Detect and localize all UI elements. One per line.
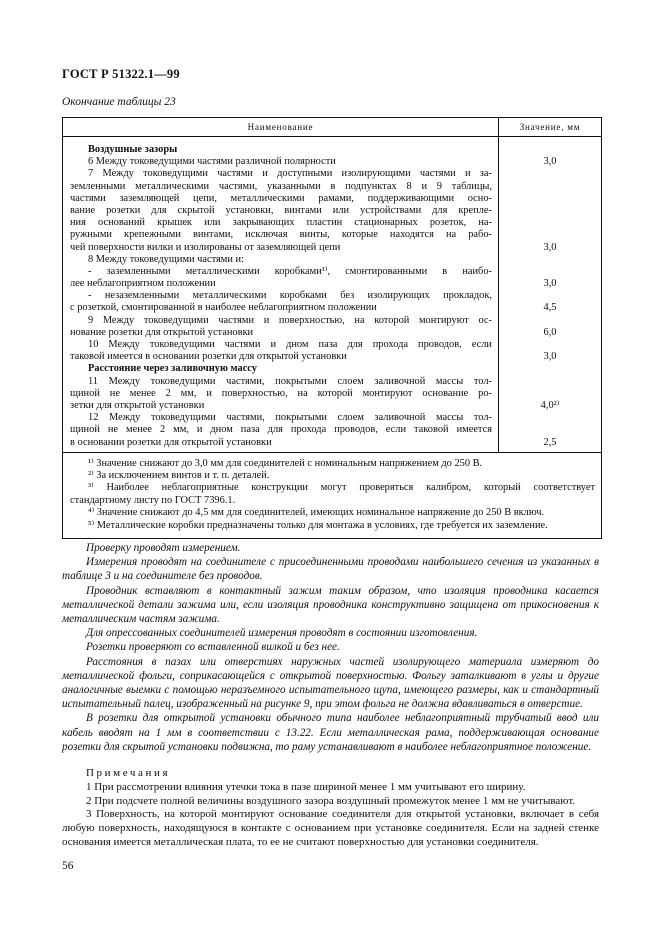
value-line (499, 290, 601, 302)
page-number: 56 (62, 860, 74, 872)
table-footnote: стандартному листу по ГОСТ 7396.1. (70, 494, 236, 506)
name-line: 12 Между токоведущими частями, покрытыми слоем заливочной массы тол- (88, 412, 492, 424)
body-paragraph: Розетки проверяют со вставленной вилкой и без нее. (86, 641, 340, 654)
value-line (499, 254, 601, 266)
value-line: 3,0 (543, 156, 557, 168)
body-paragraph: В розетки для открытой установки обычного типа наиболее неблагоприятный трубчатый ввод или кабель вводят на 1 мм в соответствии с 13.22. Если металлическая рама, поддерживающая основание розетки для скрытой установки подвижна, то раму устанавливают в наиболее неблагоприятное положение. (62, 712, 599, 753)
name-line: в основании розетки для открытой установки (70, 436, 272, 448)
value-line (499, 229, 601, 241)
table-footnote: ³⁾ Наиболее неблагоприятные конструкции могут проверяться калибром, который соответствует (88, 482, 595, 494)
name-line: ружными крепежными винтами, исключая винты, которые находятся на рабо- (70, 229, 492, 241)
name-line: земленными металлическими частями, указанными в подпунктах 8 и 9 таблицы, (70, 180, 492, 192)
value-line: 6,0 (543, 326, 557, 338)
name-line: 11 Между токоведущими частями, покрытыми слоем заливочной массы тол- (88, 375, 492, 387)
body-paragraph: Измерения проводят на соединителе с присоединенными проводами наибольшего сечения из указанных в таблице 3 и на соединителе без проводов. (62, 556, 599, 583)
value-line: 4,0²⁾ (540, 399, 560, 411)
table-footnote: ¹⁾ Значение снижают до 3,0 мм для соединителей с номинальным напряжением до 250 В. (88, 457, 483, 469)
body-paragraph: Проверку проводят измерением. (86, 542, 241, 554)
note-item: 2 При подсчете полной величины воздушного зазора воздушный промежуток менее 1 мм не учитывают. (86, 794, 576, 807)
value-lines (499, 137, 601, 452)
value-line: 3,0 (543, 241, 557, 253)
table-footnote: ⁵⁾ Металлические коробки предназначены только для монтажа в условиях, где требуется их заземление. (88, 519, 548, 531)
value-line (499, 339, 601, 351)
name-line: 7 Между токоведущими частями и доступными изолирующими частями и за- (88, 168, 492, 180)
table-footnotes (63, 453, 601, 538)
body-paragraph: Проводник вставляют в контактный зажим таким образом, что изоляция проводника касается металлической детали зажима или, если изоляция проводника конструктивно защищена от прикосновения к металлическим частям зажима. (62, 584, 599, 626)
name-line: - заземленными металлическими коробками¹⁾, смонтированными в наибо- (88, 265, 492, 277)
name-lines (63, 137, 498, 452)
value-line (499, 315, 601, 327)
name-cell (63, 137, 499, 453)
footnotes-cell (63, 452, 602, 538)
name-line: с розеткой, смонтированной в наиболее неблагоприятном положении (70, 302, 377, 314)
notes-items (62, 781, 599, 850)
value-line: 3,0 (543, 351, 557, 363)
value-line: 3,0 (543, 278, 557, 290)
name-line: щиной не менее 2 мм, и поверхностью, на которой монтируют основание ро- (70, 387, 492, 399)
note-item: 3 Поверхность, на которой монтируют основание соединителя для открытой установки, включает в себя любую поверхность, находящуюся в контакте с основанием при установке соединителя. Если на задней стенке основания имеется металлическая плата, то ее не считают поверхностью для установки соединителя. (62, 808, 599, 848)
name-line: нование розетки для открытой установки (70, 326, 254, 338)
value-line (499, 424, 601, 436)
name-line: Расстояние через заливочную массу (88, 363, 257, 375)
name-line: - незаземленными металлическими коробками без изолирующих прокладок, (88, 290, 492, 302)
name-line: вание розетки для скрытой установки, винтами или устройствами для крепле- (70, 204, 492, 216)
standard-header: ГОСТ Р 51322.1—99 (62, 67, 180, 81)
value-line (499, 266, 601, 278)
column-header-value: Значение, мм (499, 118, 602, 137)
body-paragraph: Для опрессованных соединителей измерения проводят в состоянии изготовления. (86, 627, 478, 640)
value-line: 2,5 (543, 436, 557, 448)
value-cell (499, 137, 602, 453)
name-line: 6 Между токоведущими частями различной полярности (88, 156, 336, 168)
name-line: 8 Между токоведущими частями и: (88, 253, 244, 265)
value-line (499, 193, 601, 205)
value-line (499, 376, 601, 388)
value-line (499, 363, 601, 375)
name-line: частями заземляющей цепи, металлическими рамами, поддерживающими осно- (70, 192, 492, 204)
value-line (499, 388, 601, 400)
column-header-name: Наименование (63, 118, 499, 137)
value-line (499, 205, 601, 217)
value-line (499, 217, 601, 229)
table-footnote: ²⁾ За исключением винтов и т. п. деталей. (88, 470, 270, 482)
notes-section (62, 767, 599, 850)
name-line: 9 Между токоведущими частями и поверхностью, на которой монтируют ос- (88, 314, 492, 326)
body-paragraph: Расстояния в пазах или отверстиях наружных частей изолирующего материала измеряют до металлической фольги, соприкасающейся с открытой поверхностью. Фольгу заталкивают в углы и другие аналогичные выемки с помощью неразъемного испытательного щупа, имеющего размеры, как и стандартный испытательный палец, изображенный на рисунке 9, при этом фольга не должна вдавливаться в отверстие. (62, 655, 599, 711)
name-line: щиной не менее 2 мм, и дном паза для прохода проводов, если таковой имеется (70, 424, 492, 436)
table-23 (62, 117, 602, 539)
value-line: 4,5 (543, 302, 557, 314)
body-text (62, 541, 599, 754)
name-line: чей поверхности вилки и изолированы от заземляющей цепи (70, 241, 341, 253)
name-line: зетки для открытой установки (70, 399, 205, 411)
table-caption: Окончание таблицы 23 (62, 96, 176, 108)
value-line (499, 412, 601, 424)
note-item: 1 При рассмотрении влияния утечки тока в пазе шириной менее 1 мм учитывают его ширину. (86, 780, 526, 793)
notes-title: Примечания (86, 767, 171, 779)
value-line (499, 181, 601, 193)
value-line (499, 168, 601, 180)
name-line: таковой имеется в основании розетки для открытой установки (70, 351, 347, 363)
name-line: Воздушные зазоры (88, 144, 178, 155)
table-footnote: ⁴⁾ Значение снижают до 4,5 мм для соединителей, имеющих номинальное напряжение до 250 В включ. (88, 507, 545, 519)
name-line: лее неблагоприятном положении (70, 278, 216, 290)
value-line (499, 144, 601, 156)
name-line: ния оснований крышек или закрывающих пластин стационарных розеток, на- (70, 217, 492, 229)
name-line: 10 Между токоведущими частями и дном паза для прохода проводов, если (88, 339, 492, 350)
